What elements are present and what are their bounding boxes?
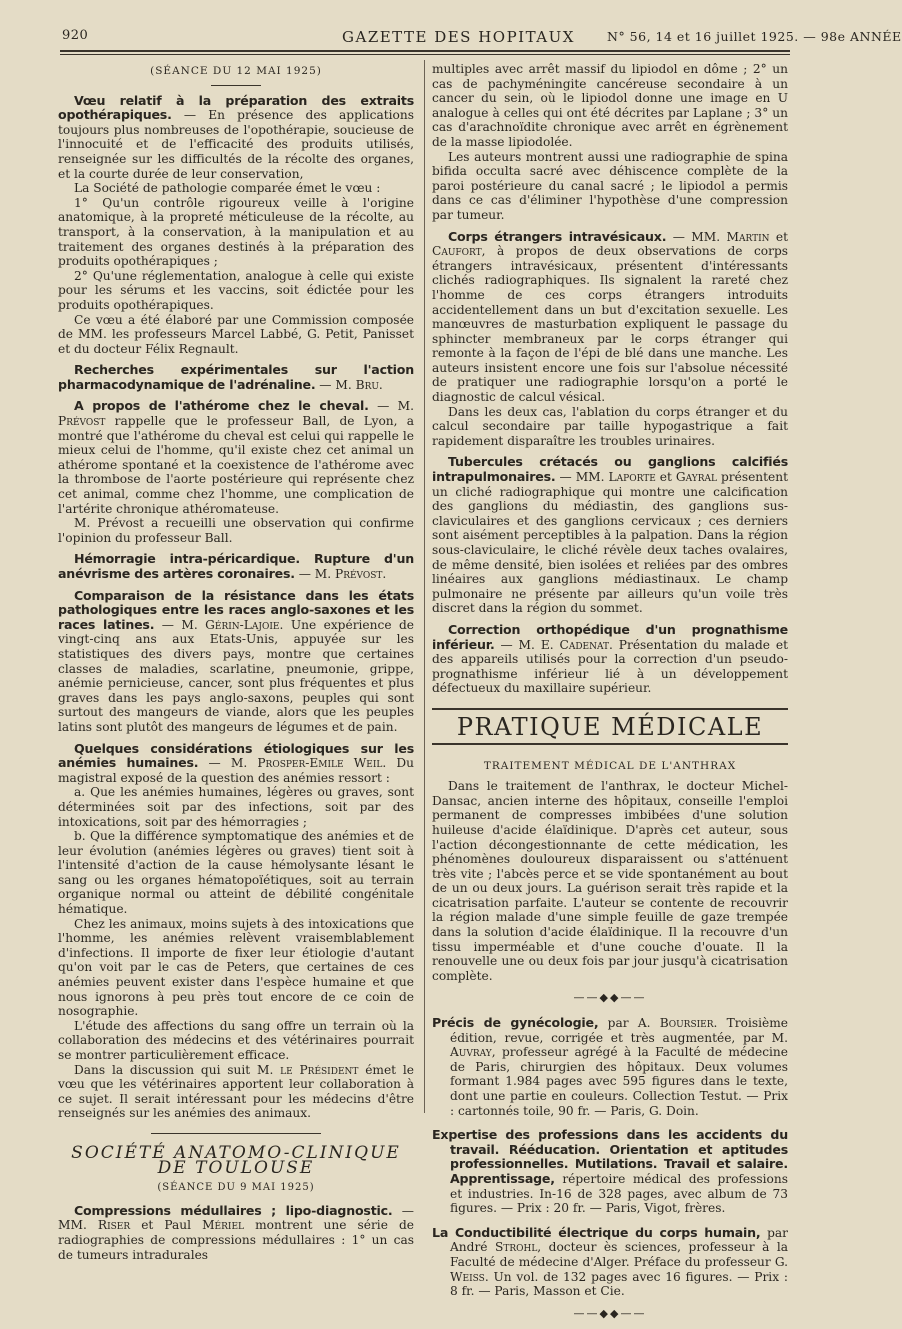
article-anemies <box>58 742 414 1121</box>
paragraph: Chez les animaux, moins sujets à des intoxications que l'homme, les anémies relèvent vraisemblablement d'infections. Il importe de fixer leur étiologie d'autant qu'on voit par le cas de Peters, que certaines de ces anémies peuvent exister dans l'espèce humaine et que nous ignorons à peu près tout encore de ce coin de nosographie. <box>58 916 414 1019</box>
paragraph: présentent un cliché radiographique qui montre une calcification des ganglions du médiastin, des ganglions sus-claviculaires et des ganglions cervicaux ; ces derniers sont aisément perceptibles à la palpation. Dans la région sous-claviculaire, le cliché révèle deux taches ovalaires, de même densité, bien isolées et reliées par des ombres linéaires aux ganglions médiastinaux. Le champ pulmonaire ne présente par ailleurs qu'un voile très discret dans la région du sommet. <box>432 470 788 616</box>
review-text: professeur agrégé à la Faculté de médecine de Paris, chirurgien des hôpitaux. Deux volumes formant 1.984 pages avec 595 figures dans le texte, dont une partie en couleurs. Collection Testut. — Prix : cartonnés toile, 90 fr. — Paris, G. Doin. <box>450 1045 788 1118</box>
short-rule <box>211 85 261 86</box>
author: Martin <box>726 229 770 244</box>
paragraph: 1° Qu'un contrôle rigoureux veille à l'origine anatomique, à la propreté méticuleuse de la récolte, au transport, à la conservation, à la manipulation et au traitement des organes destinés à la préparation des produits opothérapiques ; <box>58 195 414 269</box>
article-voeu <box>58 94 414 357</box>
author: Gérin-Lajoie. <box>205 617 284 632</box>
separator: — MM. <box>555 470 609 485</box>
article-recherches <box>58 363 414 392</box>
author: Cadenat. <box>559 637 613 652</box>
author: le Président <box>280 1062 359 1077</box>
review-text: par A. <box>598 1016 660 1031</box>
page-number: 920 <box>62 28 89 43</box>
paragraph: Du magistral exposé de la question des anémies ressort : <box>58 756 415 785</box>
book-title: Expertise des professions dans les accidents du travail. Rééducation. Orientation et aptitudes professionnelles. Mutilations. Travail et salaire. Apprentissage, <box>432 1127 788 1186</box>
page-header <box>60 24 902 52</box>
pratique-banner <box>432 708 788 745</box>
ornament-divider: ——◆◆—— <box>573 991 647 1005</box>
issue-line: N° 56, 14 et 16 juillet 1925. — 98e ANNÉE <box>607 29 902 44</box>
author: Prosper-Emile Weil. <box>257 756 387 771</box>
paragraph: L'étude des affections du sang offre un terrain où la collaboration des médecins et des vétérinaires pourrait se montrer particulièrement efficace. <box>58 1018 414 1062</box>
review-text: docteur ès sciences, professeur à la Faculté de médecine d'Alger. Préface du professeur G. <box>450 1240 788 1269</box>
separator: — MM. <box>666 229 727 244</box>
author: Prévost <box>58 414 106 429</box>
paragraph: Ce vœu a été élaboré par une Commission composée de MM. les professeurs Marcel Labbé, G. Petit, Panisset et du docteur Félix Regnault. <box>58 312 414 356</box>
separator: — M. E. <box>494 637 560 652</box>
paragraph: Dans la discussion qui suit M. <box>74 1062 281 1077</box>
article-title: A propos de l'athérome chez le cheval. <box>74 398 369 414</box>
journal-title: GAZETTE DES HOPITAUX <box>342 28 575 46</box>
ornament-divider: ——◆◆—— <box>573 1306 647 1320</box>
paragraph: émet le vœu que les vétérinaires apportent leur collaboration à ce sujet. Il serait intéressant pour les médecins d'être renseignés sur les anémies des animaux. <box>58 1062 414 1121</box>
paragraph: à propos de deux observations de corps étrangers intravésicaux, présentent d'intéressants clichés radiographiques. Ils signalent la rareté chez l'homme de ces corps étrangers introduits accidentellement dans un but d'excitation sexuelle. Les manœuvres de masturbation expliquent le passage du sphincter membraneux par le corps étranger qui remonte à la façon de l'épi de blé dans une manche. Les auteurs insistent encore une fois sur l'absolue nécessité de pratiquer une radiographie lorsqu'on a porté le diagnostic de calcul vésical. <box>432 244 788 405</box>
article-compressions <box>58 1204 414 1262</box>
separator: et <box>655 470 676 485</box>
author: Gayral <box>675 470 717 485</box>
separator: et Paul <box>130 1218 203 1233</box>
author: Boursier. <box>659 1016 718 1031</box>
paragraph: b. Que la différence symptomatique des anémies et de leur évolution (anémies légères ou graves) tient soit à l'intensité d'action de la cause hémolysante lésant le sang ou les organes hématopoïétiques, soit au terrain organique normal ou atteint de débilité congénitale hématique. <box>58 829 414 917</box>
paragraph: Les auteurs montrent aussi une radiographie de spina bifida occulta sacré avec déhiscence complète de la paroi postérieure du canal sacré ; le lipiodol a permis dans ce cas d'éliminer l'hypothèse d'une compression par tumeur. <box>432 149 788 222</box>
subsection-title: TRAITEMENT MÉDICAL DE L'ANTHRAX <box>483 759 737 772</box>
paragraph: multiples avec arrêt massif du lipiodol en dôme ; 2° un cas de pachyméningite cancéreuse secondaire à un cancer du sein, où le lipiodol donne une image en U analogue à celles qui ont été décrites par Laplane ; 3° un cas d'arachnoïdite chronique avec arrêt en égrènement de la masse lipiodolée. <box>432 62 788 149</box>
society-seance: (SÉANCE DU 9 MAI 1925) <box>157 1182 315 1194</box>
article-title: Corps étrangers intravésicaux. <box>448 228 667 244</box>
article-hemorragie <box>58 552 414 581</box>
book-review <box>432 1016 788 1118</box>
paragraph: — En présence des applications toujours plus nombreuses de l'opothérapie, soucieuse de l'innocuité et de l'efficacité des produits utilisés, renseignée sur les difficultés de la récolte des organes, et la courte durée de leur conservation, <box>58 108 415 181</box>
left-column <box>58 62 414 1262</box>
article-title: Tubercules crétacés ou ganglions calcifiés intrapulmonaires. <box>432 454 788 485</box>
article-title: Correction orthopédique d'un prognathisme inférieur. <box>432 621 788 652</box>
author: Caufort, <box>432 244 486 259</box>
paragraph: Présentation du malade et des appareils utilisés pour la correction d'un pseudo-prognathisme inférieur lié à un développement défectueux du maxillaire supérieur. <box>432 637 788 696</box>
section-rule <box>151 1133 321 1134</box>
article-atherome <box>58 399 414 545</box>
separator: — M. <box>315 377 356 392</box>
article-comparaison <box>58 589 414 735</box>
paragraph: rappelle que le professeur Ball, de Lyon, a montré que l'athérome du cheval est celui qui rappelle le mieux celui de l'homme, qu'il existe chez cet animal un athérome spontané et la coexistence de l'athérome avec la thrombose de l'aorte postérieure qui représente chez cet animal, comme chez l'homme, une complication de l'artérite chronique athéromateuse. <box>58 414 414 516</box>
paragraph: Une expérience de vingt-cinq ans aux Etats-Unis, appuyée sur les statistiques des divers pays, montre que certaines classes de maladies, scarlatine, pneumonie, grippe, anémie pernicieuse, cancer, sont plus fréquentes et plus graves dans les pays anglo-saxons, peuples qui sont surtout des mangeurs de viande, alors que les peuples latins sont plutôt des mangeurs de légumes et de pain. <box>58 617 414 734</box>
author: Prévost. <box>335 567 387 581</box>
paragraph: Dans les deux cas, l'ablation du corps étranger et du calcul secondaire par taille hypogastrique a fait rapidement disparaître les troubles urinaires. <box>432 404 788 448</box>
author: Auvray, <box>450 1045 496 1060</box>
author: Laporte <box>608 470 656 485</box>
separator: — MM. <box>58 1203 414 1233</box>
column-divider <box>424 60 425 1113</box>
paragraph: La Société de pathologie comparée émet le vœu : <box>74 181 381 196</box>
article-title: Quelques considérations étiologiques sur les anémies humaines. <box>58 740 414 771</box>
section-title: PRATIQUE MÉDICALE <box>456 712 764 741</box>
author: Weiss. <box>450 1269 489 1284</box>
book-review <box>432 1128 788 1216</box>
society-title: SOCIÉTÉ ANATOMO-CLINIQUE DE TOULOUSE <box>71 1142 401 1178</box>
header-rule <box>60 54 790 55</box>
article-corps <box>432 230 788 449</box>
separator: — M. <box>198 756 258 771</box>
article-title: Recherches expérimentales sur l'action pharmacodynamique de l'adrénaline. <box>58 362 414 392</box>
author: Riser <box>97 1218 131 1233</box>
book-title: Précis de gynécologie, <box>432 1015 599 1031</box>
author: Bru. <box>355 377 383 392</box>
separator: — M. <box>368 399 415 414</box>
seance-heading: (SÉANCE DU 12 MAI 1925) <box>150 65 322 77</box>
paragraph: 2° Qu'une réglementation, analogue à celle qui existe pour les sérums et les vaccins, soit édictée pour les produits opothérapiques. <box>58 268 414 312</box>
author: Mériel <box>202 1218 245 1233</box>
paragraph: montrent une série de radiographies de compressions médullaires : 1° un cas de tumeurs intradurales <box>58 1218 414 1262</box>
article-title: Comparaison de la résistance dans les états pathologiques entre les races anglo-saxones et les races latines. <box>58 587 414 632</box>
article-correction <box>432 623 788 696</box>
article-title: Hémorragie intra-péricardique. Rupture d'un anévrisme des artères coronaires. <box>58 551 414 581</box>
article-title: Compressions médullaires ; lipo-diagnostic. <box>74 1202 393 1218</box>
author: Strohl, <box>494 1240 542 1255</box>
article-tubercules <box>432 455 788 616</box>
review-text: Un vol. de 132 pages avec 16 figures. — Prix : 8 fr. — Paris, Masson et Cie. <box>450 1269 788 1299</box>
paragraph: Dans le traitement de l'anthrax, le docteur Michel-Dansac, ancien interne des hôpitaux, conseille l'emploi permanent de compresses imbibées d'une solution huileuse d'acide élaïdinique. D'après cet auteur, sous l'action décongestionnante de cette médication, les phénomènes douloureux disparaissent ou s'atténuent très vite ; l'abcès perce et se vide spontanément au bout de un ou deux jours. La guérison serait très rapide et la cicatrisation parfaite. L'auteur se contente de recouvrir la région malade d'une simple feuille de gaze trempée dans la solution d'acide élaïdinique. Il la recouvre d'un tissu imperméable et d'une couche d'ouate. Il la renouvelle une ou deux fois par jour jusqu'à cicatrisation complète. <box>432 779 788 983</box>
article-title: Vœu relatif à la préparation des extraits opothérapiques. <box>58 92 414 123</box>
paragraph: a. Que les anémies humaines, légères ou graves, sont déterminées soit par des infections, soit par des intoxications, soit par des hémorragies ; <box>58 785 414 829</box>
review-text: répertoire médical des professions et industries. In-16 de 328 pages, avec album de 73 figures. — Prix : 20 fr. — Paris, Vigot, frères. <box>450 1171 788 1216</box>
separator: — M. <box>154 617 206 632</box>
review-text: par André <box>450 1225 788 1255</box>
separator: et <box>769 229 789 244</box>
book-review <box>432 1226 788 1299</box>
separator: — M. <box>294 567 335 581</box>
right-column <box>432 62 788 1329</box>
book-title: La Conductibilité électrique du corps humain, <box>432 1224 761 1240</box>
review-text: Troisième édition, revue, corrigée et très augmentée, par M. <box>450 1016 788 1045</box>
paragraph: M. Prévost a recueilli une observation qui confirme l'opinion du professeur Ball. <box>58 516 414 545</box>
